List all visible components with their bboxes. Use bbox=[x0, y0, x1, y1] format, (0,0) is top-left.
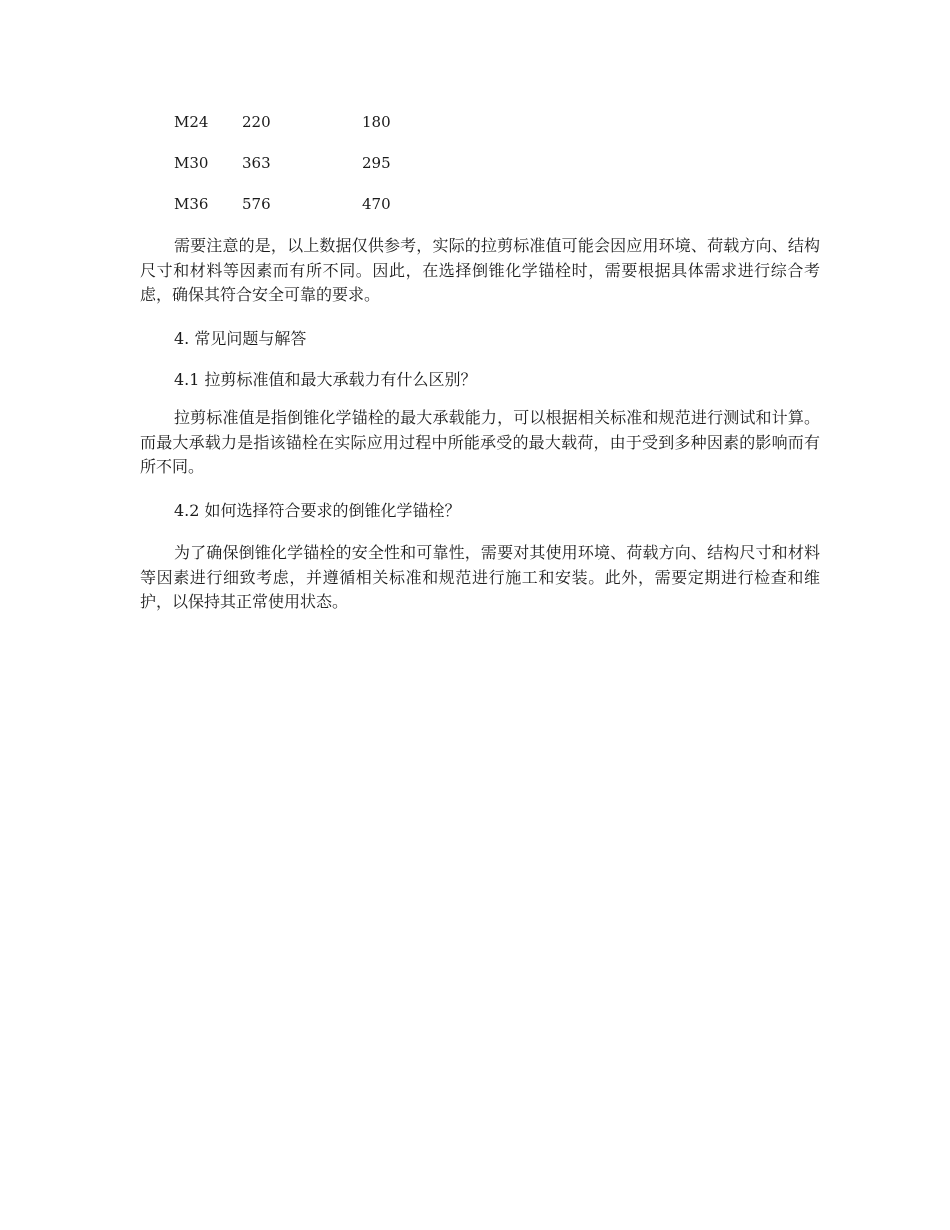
section-heading-faq: 4. 常见问题与解答 bbox=[174, 329, 307, 348]
question-heading-2: 4.2 如何选择符合要求的倒锥化学锚栓？ bbox=[174, 501, 461, 520]
table-cell-value-1: 576 bbox=[242, 195, 271, 213]
table-cell-size: M30 bbox=[174, 154, 209, 172]
table-cell-value-1: 363 bbox=[242, 154, 271, 172]
answer-paragraph-1: 拉剪标准值是指倒锥化学锚栓的最大承载能力，可以根据相关标准和规范进行测试和计算。而最大承载力是指该锚栓在实际应用过程中所能承受的最大载荷，由于受到多种因素的影响而有所不同。 bbox=[140, 408, 820, 476]
table-cell-size: M24 bbox=[174, 113, 209, 131]
table-cell-value-1: 220 bbox=[242, 113, 271, 131]
answer-paragraph-2: 为了确保倒锥化学锚栓的安全性和可靠性，需要对其使用环境、荷载方向、结构尺寸和材料等因素进行细致考虑，并遵循相关标准和规范进行施工和安装。此外，需要定期进行检查和维护，以保持其正常使用状态。 bbox=[140, 543, 820, 611]
table-cell-value-2: 180 bbox=[362, 113, 391, 131]
table-cell-size: M36 bbox=[174, 195, 209, 213]
table-cell-value-2: 470 bbox=[362, 195, 391, 213]
table-cell-value-2: 295 bbox=[362, 154, 391, 172]
question-heading-1: 4.1 拉剪标准值和最大承载力有什么区别？ bbox=[174, 370, 477, 389]
note-paragraph: 需要注意的是，以上数据仅供参考，实际的拉剪标准值可能会因应用环境、荷载方向、结构尺寸和材料等因素而有所不同。因此，在选择倒锥化学锚栓时，需要根据具体需求进行综合考虑，确保其符合安全可靠的要求。 bbox=[140, 236, 820, 304]
